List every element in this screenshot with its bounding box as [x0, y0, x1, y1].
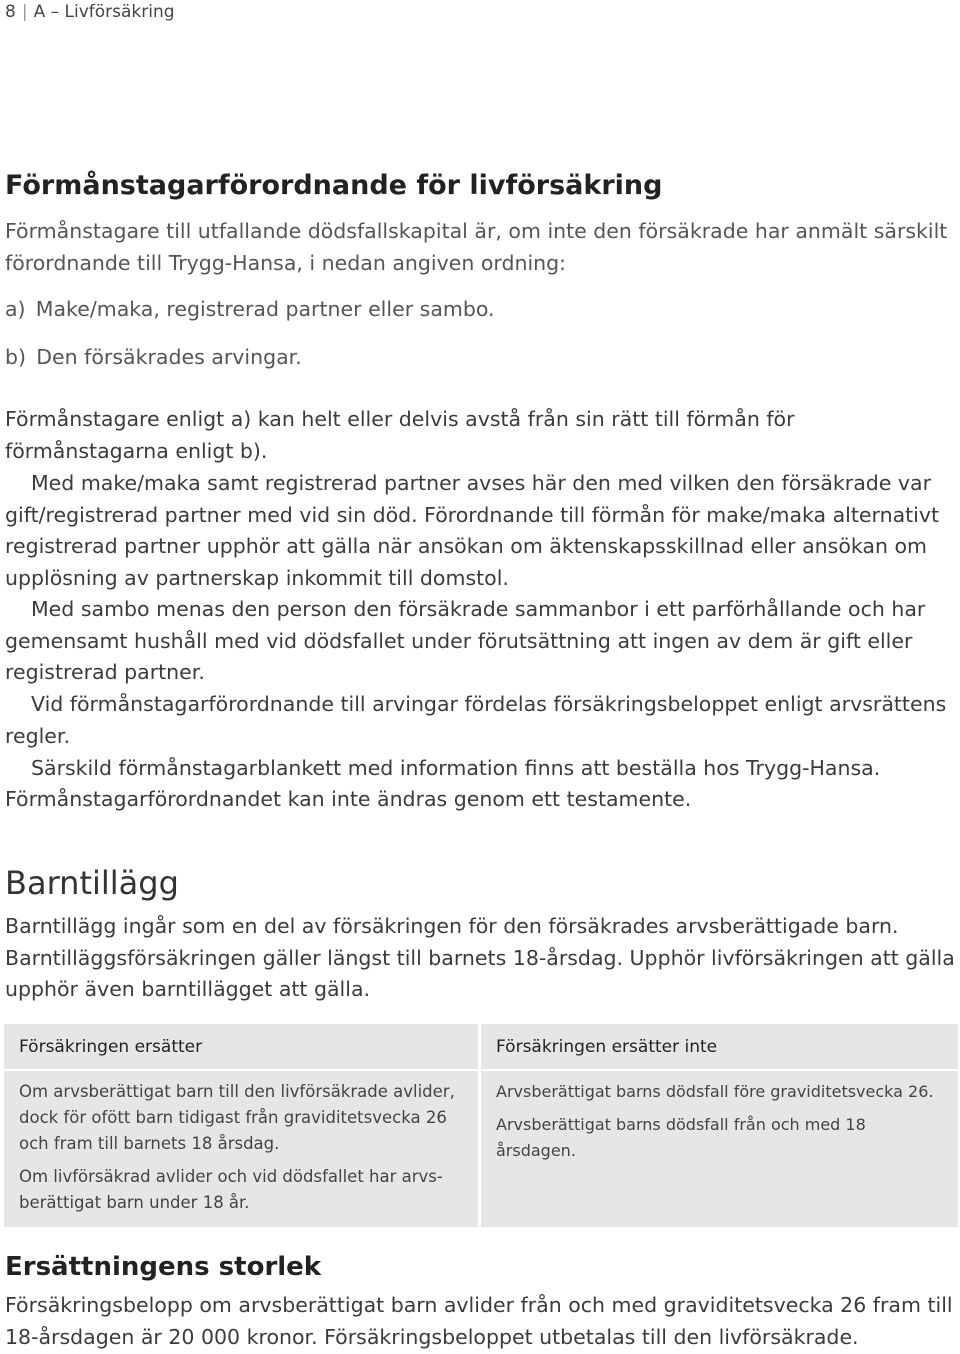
section-label: A – Livförsäkring — [33, 2, 175, 22]
beneficiary-item-b: b) Den försäkrades arvingar. — [5, 345, 302, 369]
child-supplement-body: Barntillägg ingår som en del av försäkringen för den försäkrades arvsberättigade barn. Barntilläggsförsäkringen gäller längst till barnets 18-årsdag. Upphör livförsäkringen att gälla upphör även barntillägget att gälla. — [5, 914, 955, 1001]
beneficiary-para-2: Med make/maka samt registrerad partner avses här den med vilken den försäkrade var gift/registrerad partner med vid sin död. Förordnande till förmån för make/maka alternativt registrerad partner upphör att gälla när ansökan om äktenskapsskillnad eller ansökan om upplösning av partnerskap inkommit till domstol. — [5, 471, 940, 590]
beneficiary-para-1: Förmånstagare enligt a) kan helt eller delvis avstå från sin rätt till förmån för förmånstagarna enligt b). — [5, 407, 795, 463]
coverage-table — [4, 1024, 958, 1227]
coverage-not-covered-column — [481, 1024, 958, 1227]
not-covered-item: Arvsberättigat barns dödsfall från och med 18 årsdagen. — [496, 1115, 866, 1160]
not-covered-list — [481, 1071, 958, 1171]
compensation-body: Försäkringsbelopp om arvsberättigat barn avlider från och med graviditetsvecka 26 fram till 18-årsdagen är 20 000 kronor. Försäkringsbeloppet utbetalas till den livförsäkrade. — [5, 1293, 953, 1349]
header-divider: | — [21, 2, 28, 22]
coverage-covered-column — [4, 1024, 478, 1227]
page-header — [5, 2, 175, 22]
beneficiary-para-4: Vid förmånstagarförordnande till arvingar fördelas försäkringsbeloppet enligt arvsrättens regler. — [5, 692, 947, 748]
covered-item: Om arvsberättigat barn till den livförsäkrade avlider, dock för ofött barn tidigast från graviditetsvecka 26 och fram till barnets 18 årsdag. — [19, 1082, 455, 1153]
section-title-compensation: Ersättningens storlek — [5, 1252, 322, 1282]
section-title-child-supplement: Barntillägg — [5, 864, 179, 902]
page-number: 8 — [5, 2, 16, 22]
not-covered-header: Försäkringen ersätter inte — [481, 1024, 958, 1071]
covered-item: Om livförsäkrad avlider och vid dödsfallet har arvs-berättigat barn under 18 år. — [19, 1167, 443, 1212]
beneficiary-para-5: Särskild förmånstagarblankett med information finns att beställa hos Trygg-Hansa. — [31, 756, 881, 780]
beneficiary-item-a: a) Make/maka, registrerad partner eller sambo. — [5, 297, 495, 321]
section-title-beneficiary: Förmånstagarförordnande för livförsäkring — [5, 170, 663, 201]
beneficiary-para-6: Förmånstagarförordnandet kan inte ändras genom ett testamente. — [5, 787, 692, 811]
beneficiary-intro: Förmånstagare till utfallande dödsfallskapital är, om inte den försäkrade har anmält särskilt förordnande till Trygg-Hansa, i nedan angiven ordning: — [5, 219, 948, 275]
beneficiary-para-3: Med sambo menas den person den försäkrade sammanbor i ett parförhållande och har gemensamt hushåll med vid dödsfallet under förutsättning att ingen av dem är gift eller registrerad partner. — [5, 597, 926, 684]
covered-header: Försäkringen ersätter — [4, 1024, 478, 1071]
not-covered-item: Arvsberättigat barns dödsfall före graviditetsvecka 26. — [496, 1082, 934, 1101]
covered-list — [4, 1071, 478, 1223]
